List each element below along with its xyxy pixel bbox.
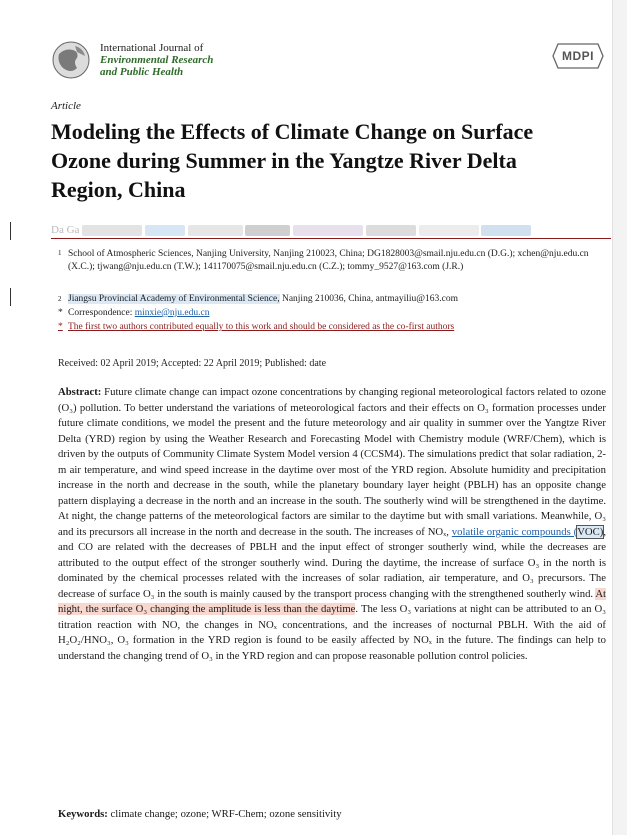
affiliation-1: School of Atmospheric Sciences, Nanjing University, Nanjing 210023, China; DG1828003@smail.nju.edu.cn (D.G.); xchen@nju.edu.cn (X.C.); tjwang@nju.edu.cn (T.W.); 141170075@smail.nju.edu.cn (C.Z.); tommy_9527@163.com (J.R.) <box>68 249 589 272</box>
journal-name-line1: International Journal of <box>100 42 204 54</box>
author-blur <box>366 225 416 236</box>
abstract <box>58 385 606 664</box>
abstract-part-3: . The less O₃ variations at night can be attributed to an O₃ titration reaction with NO, the changes in NOₓ concentrations, and the increases of nocturnal PBLH. With the aid of H₂O₂/HNO₃, O₃ formation in the YRD region is found to be easily affected by NOₓ in the future. The findings can help to understand the changing trend of O₃ in the YRD region and can propose reasonable pollution control policies. <box>58 603 606 662</box>
author-blur <box>145 225 185 236</box>
author-blur <box>245 225 290 236</box>
affiliation-number: 2 <box>58 295 62 303</box>
abstract-label: Abstract: <box>58 386 102 398</box>
comment-margin <box>612 0 627 835</box>
correspondence <box>68 307 608 320</box>
author-visible-text: Da Ga <box>51 224 80 236</box>
author-blur <box>293 225 363 236</box>
journal-name-line3: and Public Health <box>100 66 184 78</box>
equal-contribution-star: * <box>58 322 63 332</box>
author-blur <box>419 225 479 236</box>
correspondence-star: * <box>58 308 63 318</box>
publisher-logo-text: MDPI <box>562 49 594 63</box>
author-blur <box>82 225 142 236</box>
affiliation-2-rest: Nanjing 210036, China, antmayiliu@163.com <box>279 294 459 304</box>
correspondence-email-link[interactable]: minxie@nju.edu.cn <box>134 308 210 318</box>
annotation-cursor-bar <box>10 288 11 306</box>
voc-link[interactable]: volatile organic compounds ( <box>451 525 578 538</box>
publication-dates: Received: 02 April 2019; Accepted: 22 April 2019; Published: date <box>58 358 327 369</box>
annotation-underline <box>51 238 611 239</box>
journal-name <box>100 42 213 78</box>
affiliation-number: 1 <box>58 249 62 257</box>
keywords-text: climate change; ozone; WRF-Chem; ozone sensitivity <box>107 808 342 820</box>
correspondence-label: Correspondence: <box>68 308 135 318</box>
affiliation-2-highlight: Jiangsu Provincial Academy of Environmental Science, <box>68 294 280 304</box>
abstract-part-2: , and CO are related with the decreases of PBLH and the input effect of stronger southerly wind, while the decreases are attributed to the output effect of the stronger southerly wind. During the daytime, the increase of surface O₃ in the north is dominated by the chemical processes related with the increases of solar radiation, air temperature, and O₃ precursors. The decrease of surface O₃ in the south is mainly caused by the transport process changing with the strengthened southerly wind. <box>58 525 606 600</box>
author-list <box>51 224 611 238</box>
author-blur <box>481 225 531 236</box>
abstract-highlight: At night, the surface O₃ changing the amplitude is less than the daytime <box>58 587 606 615</box>
journal-name-line2: Environmental Research <box>100 54 214 66</box>
keywords-label: Keywords: <box>58 808 108 820</box>
journal-globe-icon <box>51 40 91 80</box>
page-title: Modeling the Effects of Climate Change on Surface Ozone during Summer in the Yangtze River Delta Region, China <box>51 119 534 202</box>
author-blur <box>188 225 243 236</box>
article-type: Article <box>51 100 81 112</box>
equal-contribution-note: The first two authors contributed equally to this work and should be considered as the co-first authors <box>68 322 455 332</box>
keywords <box>58 808 342 820</box>
voc-abbreviation: VOC) <box>577 525 604 538</box>
affiliation-2 <box>68 293 608 306</box>
abstract-part-1: Future climate change can impact ozone concentrations by changing regional meteorological factors related to ozone (O₃) pollution. To better understand the variations of meteorological factors and their effects on O₃ formation processes under future climate conditions, we model the present and the future meteorology and air quality in summer over the Yangtze River Delta (YRD) region by using the Weather Research and Forecasting Model with Chemistry module (WRF/Chem), which is driven by the outputs of Community Climate System Model version 4 (CCSM4). The simulations predict that solar radiation, 2-m air temperature, and wind speed increase in the daytime over most of the YRD region. Absolute humidity and precipitation increase in the north and decrease in the south, while the planetary boundary layer height (PBLH) has an opposite change pattern displaying a decrease in the north and an increase in the south. The southerly wind will be strengthened in the daytime. At night, the change patterns of the meteorological factors are similar to the daytime but with small variations. Meanwhile, O₃ and its precursors all increase in the north and decrease in the south. The increases of NOₓ, <box>58 386 606 538</box>
annotation-cursor-bar <box>10 222 11 240</box>
